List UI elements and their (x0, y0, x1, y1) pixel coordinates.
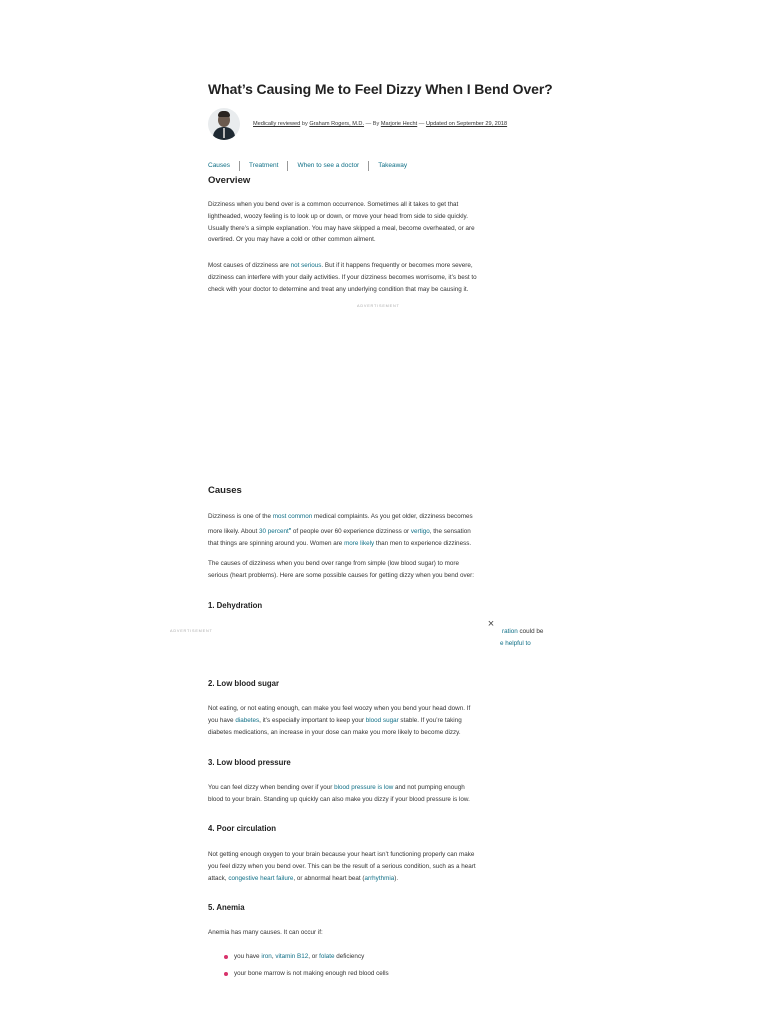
anemia-bullet-list (208, 951, 560, 979)
byline-sep2: — (418, 121, 425, 127)
anemia-intro-text: Anemia has many causes. It can occur if: (208, 929, 323, 936)
dehydration-section (208, 601, 560, 610)
overview-p1-line: overtired. Or you may have a cold or other common ailment. (208, 236, 376, 244)
byline (208, 108, 560, 140)
causes-p2-line: serious (heart problems). Here are some possible causes for getting dizzy when you bend over: (208, 571, 475, 579)
overview-p2-line: check with your doctor to determine and treat any underlying condition that may be causing it. (208, 285, 469, 293)
overview-p1-line: Usually there’s a simple explanation. You may have skipped a meal, become overheated, or are (208, 224, 475, 232)
anemia-intro (208, 927, 560, 939)
pc-line: Not getting enough oxygen to your brain because your heart isn’t functioning properly can make (208, 851, 475, 858)
low-blood-pressure-heading: 3. Low blood pressure (208, 758, 291, 767)
poor-circulation-section (208, 824, 560, 833)
overlay-ad-label: ADVERTISEMENT (170, 629, 213, 633)
medically-reviewed-link[interactable]: Medically reviewed (253, 121, 301, 127)
lbp-line: You can feel dizzy when bending over if your blood pressure is low and not pumping enough (208, 784, 465, 791)
diabetes-link[interactable]: diabetes (235, 716, 260, 724)
list-item: you have iron, vitamin B12, or folate deficiency (208, 951, 560, 962)
overview-section (208, 175, 560, 186)
causes-paragraph-2 (208, 558, 560, 582)
overview-paragraph-2 (208, 260, 560, 295)
toc-link-causes[interactable]: Causes (208, 162, 231, 169)
reviewer-avatar (208, 108, 240, 140)
toc-link-takeaway[interactable]: Takeaway (368, 161, 416, 171)
updated-date-link[interactable]: Updated on September 29, 2018 (425, 121, 508, 127)
dehydration-fragment-1: ration could be (502, 628, 544, 635)
causes-p1-line: Dizziness is one of the most common medical complaints. As you get older, dizziness becomes (208, 513, 473, 520)
ad-label: ADVERTISEMENT (357, 304, 400, 308)
causes-p2-line: The causes of dizziness when you bend over range from simple (low blood sugar) to more (208, 560, 459, 567)
causes-section (208, 485, 560, 496)
not-serious-link[interactable]: not serious (290, 262, 322, 269)
blood-sugar-link[interactable]: blood sugar (365, 716, 399, 724)
close-ad-button[interactable]: × (487, 618, 495, 630)
poor-circulation-heading: 4. Poor circulation (208, 824, 277, 833)
poor-circulation-paragraph (208, 849, 560, 884)
lbs-line: you have diabetes, it’s especially important to keep your blood sugar stable. If you’re taking (208, 716, 462, 724)
overview-p1-line: Dizziness when you bend over is a common occurrence. Sometimes all it takes to get that (208, 201, 459, 208)
30-percent-link[interactable]: 30 percent (258, 527, 289, 535)
vertigo-link[interactable]: vertigo (410, 527, 430, 535)
helpful-link[interactable]: e helpful to (500, 640, 531, 647)
reviewer-link[interactable]: Graham Rogers, M.D. (309, 121, 365, 127)
overview-p1-line: lightheaded, woozy feeling is to look up or down, or move your head from side to side quickly. (208, 212, 468, 220)
pc-line: attack, congestive heart failure, or abnormal heart beat (arrhythmia). (208, 874, 399, 882)
overview-p2-line: dizziness can interfere with your daily activities. If your dizziness becomes worrisome, it’s best to (208, 273, 477, 281)
low-blood-sugar-section (208, 679, 560, 688)
byline-by: by (301, 121, 308, 127)
low-blood-sugar-paragraph (208, 703, 560, 738)
toc-link-when-to-see-doctor[interactable]: When to see a doctor (287, 161, 368, 171)
overview-p2-line: Most causes of dizziness are not serious. But if it happens frequently or becomes more severe, (208, 262, 473, 269)
list-item (208, 968, 560, 979)
low-blood-pressure-section (208, 758, 560, 767)
folate-link[interactable]: folate (319, 953, 335, 960)
arrhythmia-link[interactable]: arrhythmia (364, 874, 395, 882)
lbs-line: Not eating, or not eating enough, can make you feel woozy when you bend your head down. If (208, 705, 471, 712)
more-likely-link[interactable]: more likely (344, 539, 375, 547)
anemia-section (208, 903, 560, 912)
bullet-dot-icon (224, 972, 228, 976)
bullet-dot-icon (224, 955, 228, 959)
anemia-bullet-2: your bone marrow is not making enough red blood cells (234, 970, 389, 977)
causes-heading: Causes (208, 485, 242, 496)
dehydration-heading: 1. Dehydration (208, 601, 263, 610)
author-link[interactable]: Marjorie Hecht (380, 121, 418, 127)
dehydration-fragment-2 (500, 638, 531, 650)
vitamin-b12-link[interactable]: vitamin B12 (275, 953, 309, 960)
congestive-heart-failure-link[interactable]: congestive heart failure (228, 874, 294, 882)
low-blood-sugar-heading: 2. Low blood sugar (208, 679, 280, 688)
most-common-link[interactable]: most common (272, 513, 313, 520)
causes-p1-line: that things are spinning around you. Women are more likely than men to experience dizziness. (208, 539, 472, 547)
article-title: What’s Causing Me to Feel Dizzy When I Bend Over? (208, 81, 553, 97)
byline-sep1: — By (365, 121, 380, 127)
lbs-line: diabetes medications, an increase in your dose can make you more likely to become dizzy. (208, 728, 461, 736)
iron-link[interactable]: iron (261, 953, 272, 960)
dehydration-link[interactable]: ration (502, 628, 518, 635)
table-of-contents (208, 161, 560, 171)
blood-pressure-low-link[interactable]: blood pressure is low (334, 784, 394, 791)
citation-icon[interactable]: ● (288, 525, 292, 531)
overview-heading: Overview (208, 175, 251, 186)
anemia-heading: 5. Anemia (208, 903, 245, 912)
overview-paragraph-1 (208, 199, 560, 246)
byline-text (253, 121, 507, 127)
article (208, 80, 560, 171)
lbp-line: blood to your brain. Standing up quickly can also make you dizzy if your blood pressure is low. (208, 795, 470, 803)
toc-link-treatment[interactable]: Treatment (239, 161, 287, 171)
pc-line: you feel dizzy when you bend over. This can be the result of a serious condition, such as a heart (208, 862, 476, 870)
causes-p1-line: more likely. About 30 percent● of people over 60 experience dizziness or vertigo, the sensation (208, 525, 471, 535)
causes-paragraph-1 (208, 511, 560, 549)
low-blood-pressure-paragraph (208, 782, 560, 806)
